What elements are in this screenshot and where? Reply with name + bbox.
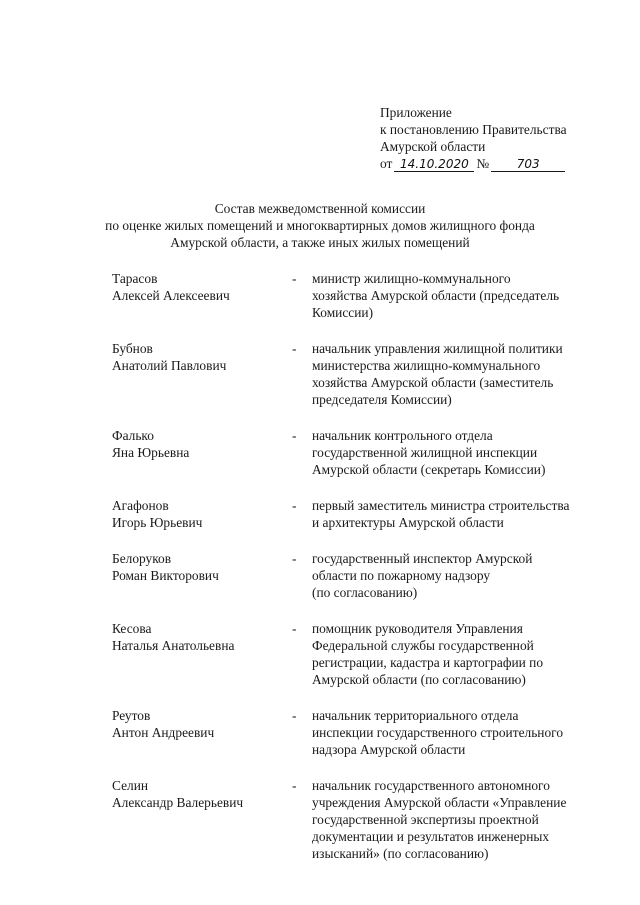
member-dash: - — [292, 778, 297, 793]
member-name — [112, 497, 292, 531]
member-name — [112, 620, 292, 654]
member-surname: Белоруков — [112, 551, 172, 566]
member-role: начальник государственного автономного учреждения Амурской области «Управление государственной экспертизы проектной документации и результатов инженерных изысканий» (по согласованию) — [312, 778, 567, 861]
handwritten-date: 14.10.2020 — [394, 157, 474, 172]
member-role: министр жилищно-коммунального хозяйства Амурской области (председатель Комиссии) — [312, 271, 560, 320]
member-role: помощник руководителя Управления Федеральной службы государственной регистрации, кадастра и картографии по Амурской области (по согласованию) — [312, 621, 544, 687]
list-item — [112, 707, 612, 758]
member-name — [112, 340, 292, 374]
list-item — [112, 340, 612, 408]
member-role: начальник управления жилищной политики министерства жилищно-коммунального хозяйства Амурской области (заместитель председателя Комиссии) — [312, 341, 563, 407]
member-surname: Фалько — [112, 428, 154, 443]
member-role: первый заместитель министра строительства и архитектуры Амурской области — [312, 498, 570, 530]
member-name — [112, 270, 292, 304]
member-surname: Селин — [112, 778, 149, 793]
member-role: начальник территориального отдела инспекции государственного строительного надзора Амурской области — [312, 708, 564, 757]
member-dash: - — [292, 498, 297, 513]
member-given-name: Наталья Анатольевна — [112, 638, 235, 653]
member-surname: Тарасов — [112, 271, 158, 286]
title-line-2: по оценке жилых помещений и многоквартирных домов жилищного фонда — [105, 218, 535, 233]
appendix-line-2: к постановлению Правительства — [380, 122, 567, 137]
appendix-date-line — [380, 155, 620, 172]
member-given-name: Анатолий Павлович — [112, 358, 227, 373]
member-given-name: Игорь Юрьевич — [112, 515, 203, 530]
member-role: государственный инспектор Амурской области по пожарному надзору (по согласованию) — [312, 551, 533, 600]
member-dash: - — [292, 708, 297, 723]
member-given-name: Александр Валерьевич — [112, 795, 244, 810]
member-given-name: Яна Юрьевна — [112, 445, 190, 460]
from-label: от — [380, 156, 393, 171]
appendix-block — [380, 104, 620, 172]
member-given-name: Алексей Алексеевич — [112, 288, 230, 303]
document-title — [0, 200, 640, 251]
members-list — [112, 270, 612, 881]
title-line-3: Амурской области, а также иных жилых помещений — [170, 235, 470, 250]
list-item — [112, 777, 612, 862]
list-item — [112, 270, 612, 321]
member-surname: Реутов — [112, 708, 151, 723]
member-dash: - — [292, 621, 297, 636]
number-label: № — [476, 156, 490, 171]
handwritten-number: 703 — [491, 157, 565, 172]
member-given-name: Антон Андреевич — [112, 725, 215, 740]
member-role: начальник контрольного отдела государственной жилищной инспекции Амурской области (секретарь Комиссии) — [312, 428, 546, 477]
member-surname: Агафонов — [112, 498, 169, 513]
list-item — [112, 550, 612, 601]
member-surname: Бубнов — [112, 341, 153, 356]
title-line-1: Состав межведомственной комиссии — [214, 201, 426, 216]
list-item — [112, 620, 612, 688]
appendix-line-1: Приложение — [380, 105, 452, 120]
member-dash: - — [292, 341, 297, 356]
list-item — [112, 497, 612, 531]
member-surname: Кесова — [112, 621, 152, 636]
appendix-line-3: Амурской области — [380, 139, 486, 154]
member-dash: - — [292, 551, 297, 566]
member-given-name: Роман Викторович — [112, 568, 219, 583]
member-name — [112, 777, 292, 811]
member-name — [112, 427, 292, 461]
member-name — [112, 550, 292, 584]
member-name — [112, 707, 292, 741]
member-dash: - — [292, 428, 297, 443]
member-dash: - — [292, 271, 297, 286]
list-item — [112, 427, 612, 478]
